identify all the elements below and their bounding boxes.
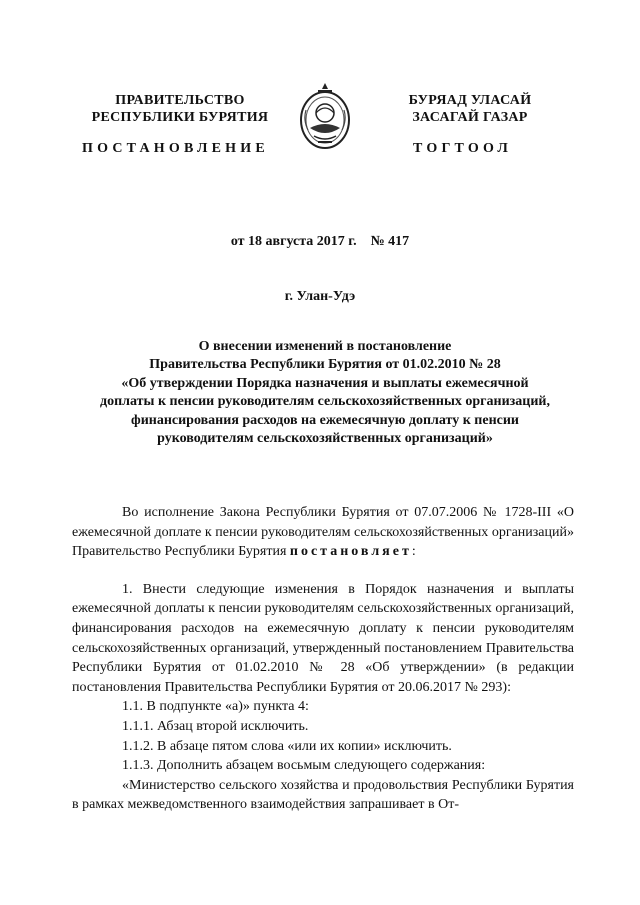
paragraph-1-1-2: 1.1.2. В абзаце пятом слова «или их копии» исключить. bbox=[122, 738, 452, 754]
document-body bbox=[72, 503, 574, 815]
paragraph-1: 1. Внести следующие изменения в Порядок назначения и выплаты ежемесячной доплаты к пенсии руководителям сельскохозяйственных организаций, финансирования расходов на ежемесячную доплату к пенсии руководителям сельскохозяйственных организаций, утвержденный постановлением Правительства Республики Бурятия от 01.02.2010 № 28 «Об утверждении» (в редакции постановления Правительства Республики Бурятия от 20.06.2017 № 293): bbox=[72, 581, 574, 695]
title-line: доплаты к пенсии руководителям сельскохозяйственных организаций, bbox=[100, 394, 550, 410]
header-right-line1: БУРЯАД УЛАСАЙ bbox=[408, 93, 532, 108]
title-line: руководителям сельскохозяйственных организаций» bbox=[157, 431, 493, 447]
paragraph-1-1-3: 1.1.3. Дополнить абзацем восьмым следующего содержания: bbox=[122, 758, 486, 774]
document-date: от 18 августа 2017 г. bbox=[230, 234, 357, 249]
document-city: г. Улан-Удэ bbox=[284, 289, 356, 304]
title-line: финансирования расходов на ежемесячную доплату к пенсии bbox=[131, 412, 519, 428]
quote-paragraph: «Министерство сельского хозяйства и продовольствия Республики Бурятия в рамках межведомственного взаимодействия запрашивает в От- bbox=[72, 777, 574, 813]
doc-type-left: ПОСТАНОВЛЕНИЕ bbox=[82, 141, 269, 156]
paragraph-1-1: 1.1. В подпункте «а)» пункта 4: bbox=[122, 699, 309, 715]
title-line: «Об утверждении Порядка назначения и выплаты ежемесячной bbox=[121, 375, 529, 391]
header-left-line1: ПРАВИТЕЛЬСТВО bbox=[115, 93, 245, 108]
header-right bbox=[360, 92, 580, 126]
document-title bbox=[60, 338, 590, 448]
title-line: Правительства Республики Бурятия от 01.02.2010 № 28 bbox=[149, 357, 501, 373]
preamble-text: Во исполнение Закона Республики Бурятия от 07.07.2006 № 1728-III «О ежемесячной доплате к пенсии руководителям сельскохозяйственных организаций» Правительство Республики Бурятия bbox=[72, 505, 574, 560]
decree-word: постановляет bbox=[289, 544, 412, 560]
preamble-paragraph bbox=[72, 503, 574, 562]
header-left bbox=[70, 92, 290, 126]
paragraph-1-1-1: 1.1.1. Абзац второй исключить. bbox=[122, 718, 309, 734]
document-date-line bbox=[0, 234, 640, 250]
header-left-line2: РЕСПУБЛИКИ БУРЯТИЯ bbox=[91, 110, 269, 125]
document-number: № 417 bbox=[370, 234, 410, 249]
title-line: О внесении изменений в постановление bbox=[198, 339, 452, 354]
coat-of-arms-icon bbox=[296, 80, 354, 154]
doc-type-right: ТОГТООЛ bbox=[413, 141, 513, 156]
header-right-line2: ЗАСАГАЙ ГАЗАР bbox=[412, 110, 528, 125]
decree-colon: : bbox=[411, 544, 416, 560]
